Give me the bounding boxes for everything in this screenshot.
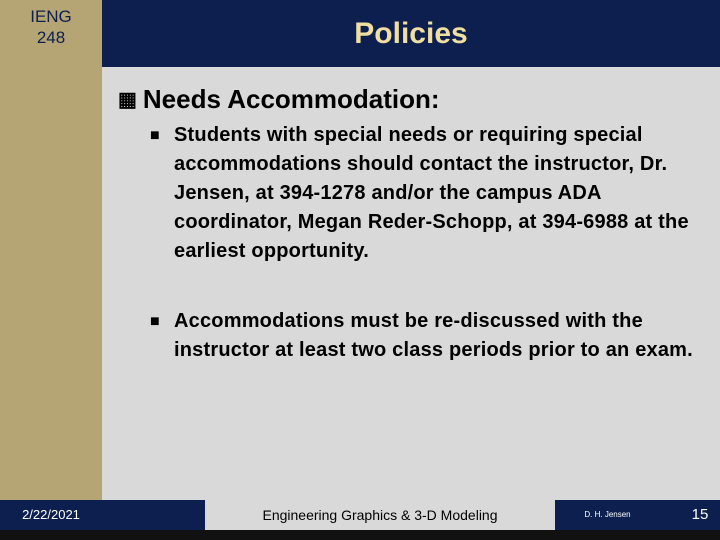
course-code bbox=[0, 6, 102, 48]
section-heading-text: Needs Accommodation: bbox=[142, 84, 440, 114]
slide-title: Policies bbox=[354, 17, 468, 50]
footer-author: D. H. Jensen bbox=[584, 510, 631, 519]
bullet-text: Students with special needs or requiring special accommodations should contact the instructor, Dr. Jensen, at 394-1278 and/or the campus ADA coordinator, Megan Reder-Schopp, at 394-6988 at the earliest opportunity. bbox=[174, 124, 689, 262]
footer-strip bbox=[0, 530, 720, 540]
bullet-item bbox=[150, 307, 715, 365]
square-bullet-icon: ■ bbox=[150, 313, 160, 330]
sidebar bbox=[0, 0, 102, 528]
section-heading bbox=[118, 84, 440, 115]
bullet-item bbox=[150, 121, 715, 266]
footer bbox=[0, 500, 720, 540]
page-number: 15 bbox=[691, 506, 709, 523]
square-bullet-icon: ■ bbox=[150, 127, 160, 144]
grid-square-icon: ▦ bbox=[118, 89, 137, 111]
footer-course-title: Engineering Graphics & 3-D Modeling bbox=[205, 500, 555, 530]
bullet-text: Accommodations must be re-discussed with the instructor at least two class periods prior to an exam. bbox=[174, 310, 693, 361]
title-bar bbox=[102, 0, 720, 67]
course-code-line1: IENG bbox=[30, 7, 72, 26]
footer-date: 2/22/2021 bbox=[22, 507, 80, 522]
course-code-line2: 248 bbox=[36, 28, 66, 47]
